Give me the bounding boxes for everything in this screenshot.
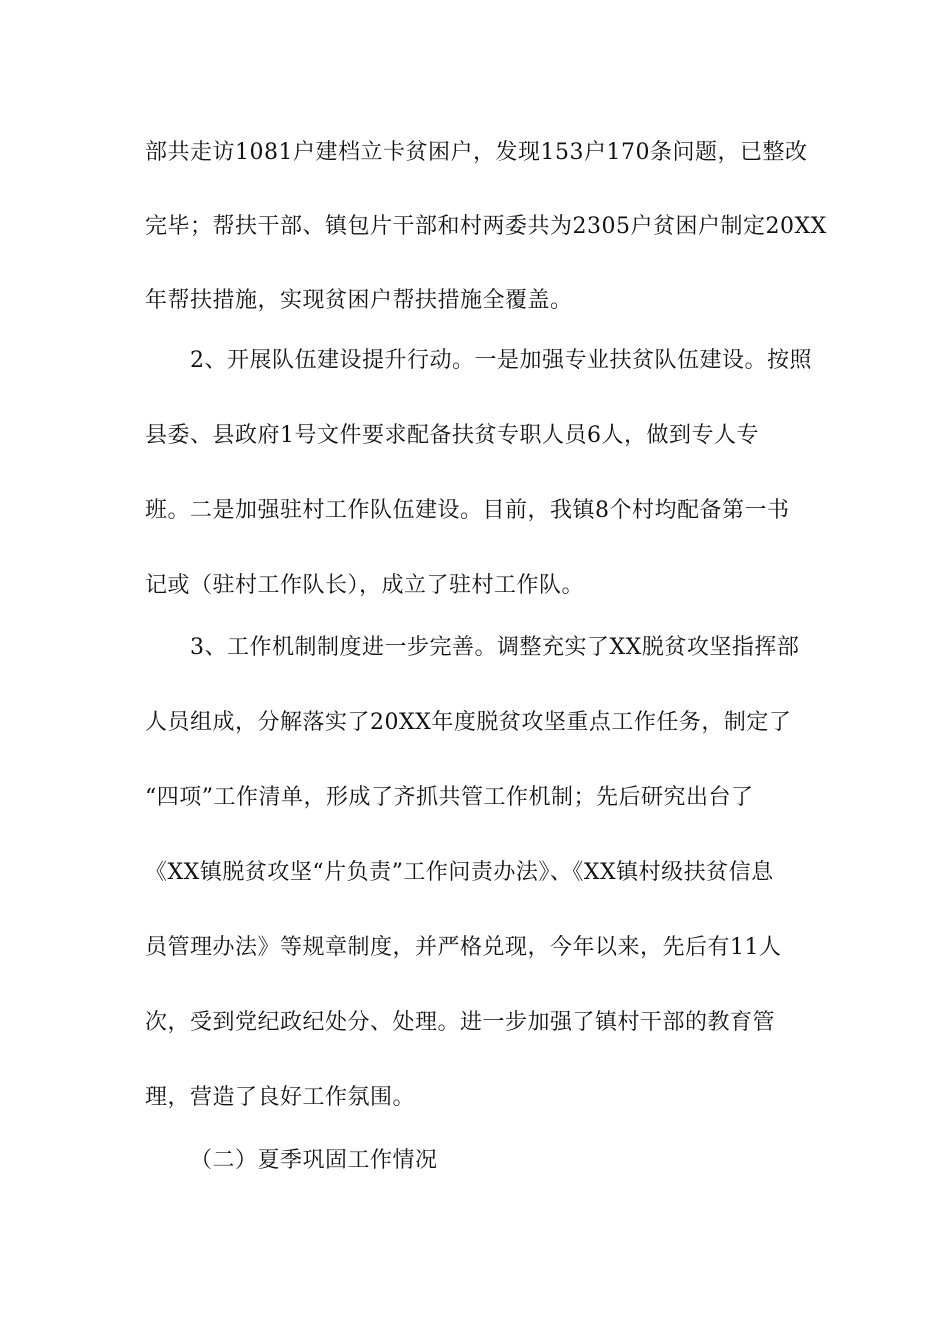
paragraph-line: 人员组成，分解落实了20XX年度脱贫攻坚重点工作任务，制定了	[145, 710, 792, 735]
paragraph-line: 年帮扶措施，实现贫困户帮扶措施全覆盖。	[145, 288, 573, 313]
paragraph-line: 3、工作机制制度进一步完善。调整充实了XX脱贫攻坚指挥部	[190, 635, 800, 660]
paragraph-line: 理，营造了良好工作氛围。	[145, 1085, 416, 1110]
paragraph-line: 县委、县政府1号文件要求配备扶贫专职人员6人，做到专人专	[145, 423, 759, 448]
paragraph-line: 次，受到党纪政纪处分、处理。进一步加强了镇村干部的教育管	[145, 1010, 776, 1035]
paragraph-line: 员管理办法》等规章制度，并严格兑现，今年以来，先后有11人	[145, 935, 782, 960]
section-heading: （二）夏季巩固工作情况	[190, 1148, 438, 1173]
paragraph-line: 部共走访1081户建档立卡贫困户，发现153户170条问题，已整改	[145, 140, 808, 165]
paragraph-line: 《XX镇脱贫攻坚“片负责”工作问责办法》、《XX镇村级扶贫信息	[145, 860, 774, 885]
paragraph-line: 2、开展队伍建设提升行动。一是加强专业扶贫队伍建设。按照	[190, 348, 812, 373]
paragraph-line: “四项”工作清单，形成了齐抓共管工作机制；先后研究出台了	[145, 785, 754, 810]
paragraph-line: 记或（驻村工作队长），成立了驻村工作队。	[145, 573, 585, 598]
paragraph-line: 完毕；帮扶干部、镇包片干部和村两委共为2305户贫困户制定20XX	[145, 214, 827, 239]
paragraph-line: 班。二是加强驻村工作队伍建设。目前，我镇8个村均配备第一书	[145, 498, 790, 523]
